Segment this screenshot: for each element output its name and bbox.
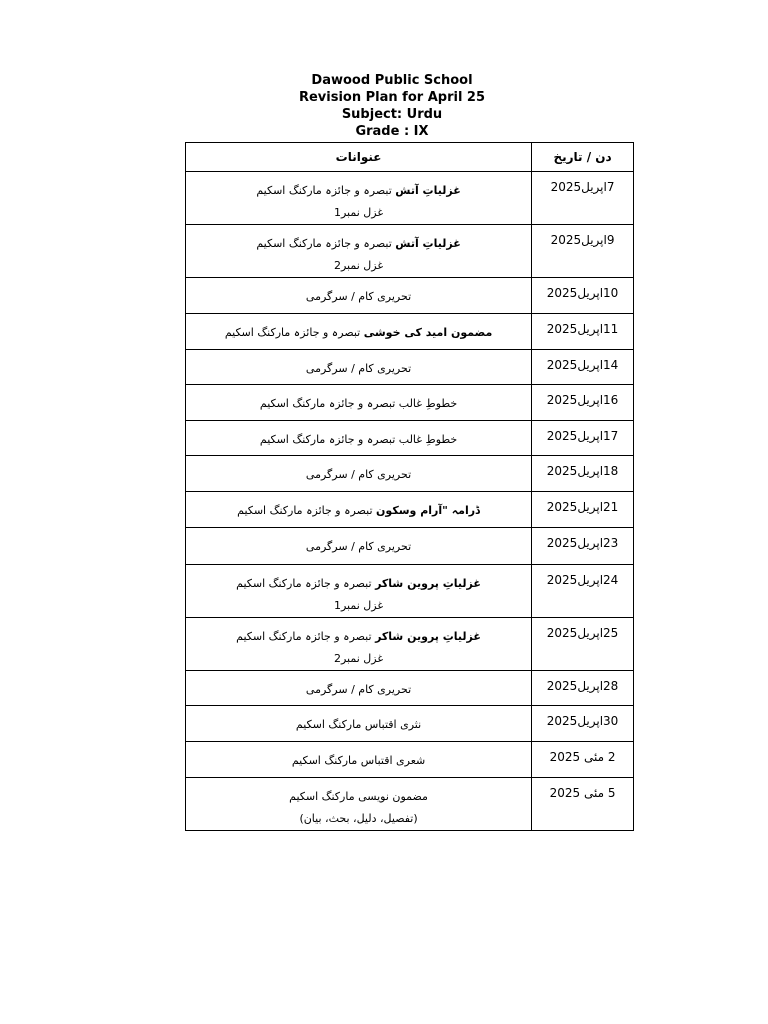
row-topic-line	[186, 358, 531, 380]
table-row	[186, 565, 634, 618]
row-date-text: 14اپریل2025	[546, 358, 619, 372]
row-date	[532, 671, 634, 706]
row-date	[532, 385, 634, 421]
row-topic-description: تبصرہ و جائزہ مارکنگ اسکیم	[224, 326, 364, 339]
row-topic-line	[186, 536, 531, 558]
row-topic	[186, 172, 532, 225]
column-header-date: دن / تاریخ	[532, 143, 634, 172]
row-topic-description: تحریری کام / سرگرمی	[305, 362, 412, 375]
row-topic-title: غزلیاتِ آتش	[395, 237, 461, 250]
row-date-text: 25اپریل2025	[546, 626, 619, 640]
table-row	[186, 492, 634, 528]
row-date	[532, 421, 634, 456]
row-topic-line	[186, 233, 531, 255]
row-date-text: 9اپریل2025	[550, 233, 615, 247]
table-row	[186, 385, 634, 421]
row-topic-title: غزلیاتِ آتش	[395, 184, 461, 197]
row-topic	[186, 456, 532, 492]
row-topic	[186, 565, 532, 618]
row-date	[532, 618, 634, 671]
row-topic-line	[186, 714, 531, 736]
row-topic	[186, 671, 532, 706]
row-date	[532, 706, 634, 742]
row-date-text: 17اپریل2025	[546, 429, 619, 443]
row-date-text: 21اپریل2025	[546, 500, 619, 514]
row-topic-title: غزلیاتِ پروین شاکر	[375, 577, 481, 590]
row-topic-line	[186, 393, 531, 415]
row-topic-description: تبصرہ و جائزہ مارکنگ اسکیم	[256, 184, 396, 197]
row-topic	[186, 421, 532, 456]
column-header-topics: عنوانات	[186, 143, 532, 172]
row-date-text: 5 مئی 2025	[549, 786, 616, 800]
row-date-text: 30اپریل2025	[546, 714, 619, 728]
school-name: Dawood Public School	[311, 73, 473, 88]
row-topic-line	[186, 429, 531, 451]
table-row	[186, 671, 634, 706]
row-date-text: 23اپریل2025	[546, 536, 619, 550]
row-topic-description: تحریری کام / سرگرمی	[305, 468, 412, 481]
row-date-text: 28اپریل2025	[546, 679, 619, 693]
row-topic-line	[186, 626, 531, 648]
row-topic	[186, 618, 532, 671]
row-date-text: 11اپریل2025	[546, 322, 619, 336]
row-date	[532, 778, 634, 831]
row-date	[532, 172, 634, 225]
row-date-text: 7اپریل2025	[550, 180, 615, 194]
table-row	[186, 706, 634, 742]
row-date	[532, 742, 634, 778]
row-topic-description: تبصرہ و جائزہ مارکنگ اسکیم	[237, 504, 377, 517]
row-date-text: 10اپریل2025	[546, 286, 619, 300]
table-row	[186, 528, 634, 565]
row-topic-line	[186, 679, 531, 701]
row-topic-subline: غزل نمبر1	[333, 206, 384, 219]
row-topic-description: تبصرہ و جائزہ مارکنگ اسکیم	[256, 237, 396, 250]
row-topic	[186, 225, 532, 278]
row-topic-subline: غزل نمبر2	[333, 259, 384, 272]
table-row	[186, 225, 634, 278]
row-date-text: 24اپریل2025	[546, 573, 619, 587]
row-topic-title: غزلیاتِ پروین شاکر	[375, 630, 481, 643]
row-topic-line	[186, 750, 531, 772]
row-topic-line	[186, 573, 531, 595]
row-topic	[186, 278, 532, 314]
row-topic-description: نثری اقتباس مارکنگ اسکیم	[295, 718, 422, 731]
row-topic-description: تحریری کام / سرگرمی	[305, 290, 412, 303]
row-topic-line	[186, 286, 531, 308]
plan-title: Revision Plan for April 25	[298, 90, 486, 105]
row-topic-line	[186, 180, 531, 202]
row-topic	[186, 742, 532, 778]
table-row	[186, 172, 634, 225]
table-row	[186, 456, 634, 492]
row-topic-line	[186, 464, 531, 486]
table-row	[186, 421, 634, 456]
row-date	[532, 314, 634, 350]
subject-line: Subject: Urdu	[341, 107, 443, 122]
table-row	[186, 350, 634, 385]
row-date	[532, 225, 634, 278]
row-topic-description: شعری اقتباس مارکنگ اسکیم	[291, 754, 426, 767]
grade-line: Grade : IX	[355, 124, 429, 139]
row-topic	[186, 778, 532, 831]
row-topic	[186, 314, 532, 350]
row-topic-subline: (تفصیل، دلیل، بحث، بیان)	[299, 812, 418, 825]
table-row	[186, 778, 634, 831]
row-topic	[186, 385, 532, 421]
table-body	[186, 172, 634, 831]
revision-plan-table	[185, 142, 634, 831]
row-topic-title: مضمون امید کی خوشی	[363, 326, 493, 339]
row-date-text: 16اپریل2025	[546, 393, 619, 407]
row-topic-description: تحریری کام / سرگرمی	[305, 540, 412, 553]
row-topic-description: خطوطِ غالب تبصرہ و جائزہ مارکنگ اسکیم	[259, 397, 458, 410]
row-date	[532, 492, 634, 528]
document-header	[0, 72, 768, 140]
row-date	[532, 350, 634, 385]
row-topic-subline: غزل نمبر1	[333, 599, 384, 612]
row-topic-description: تبصرہ و جائزہ مارکنگ اسکیم	[236, 630, 376, 643]
row-topic-line	[186, 500, 531, 522]
row-topic	[186, 528, 532, 565]
row-topic	[186, 706, 532, 742]
row-topic-description: تبصرہ و جائزہ مارکنگ اسکیم	[236, 577, 376, 590]
row-date	[532, 278, 634, 314]
table-header-row	[186, 143, 634, 172]
table-row	[186, 742, 634, 778]
row-topic-title: ڈرامہ "آرام وسکون	[376, 504, 480, 517]
row-date	[532, 565, 634, 618]
table-row	[186, 278, 634, 314]
row-topic-line	[186, 322, 531, 344]
row-date-text: 2 مئی 2025	[549, 750, 616, 764]
table-row	[186, 618, 634, 671]
row-topic	[186, 492, 532, 528]
row-topic-subline: غزل نمبر2	[333, 652, 384, 665]
row-topic-line	[186, 786, 531, 808]
row-topic	[186, 350, 532, 385]
row-date	[532, 528, 634, 565]
table-row	[186, 314, 634, 350]
row-topic-description: خطوطِ غالب تبصرہ و جائزہ مارکنگ اسکیم	[259, 433, 458, 446]
row-topic-description: تحریری کام / سرگرمی	[305, 683, 412, 696]
row-topic-description: مضمون نویسی مارکنگ اسکیم	[289, 790, 428, 803]
row-date	[532, 456, 634, 492]
row-date-text: 18اپریل2025	[546, 464, 619, 478]
